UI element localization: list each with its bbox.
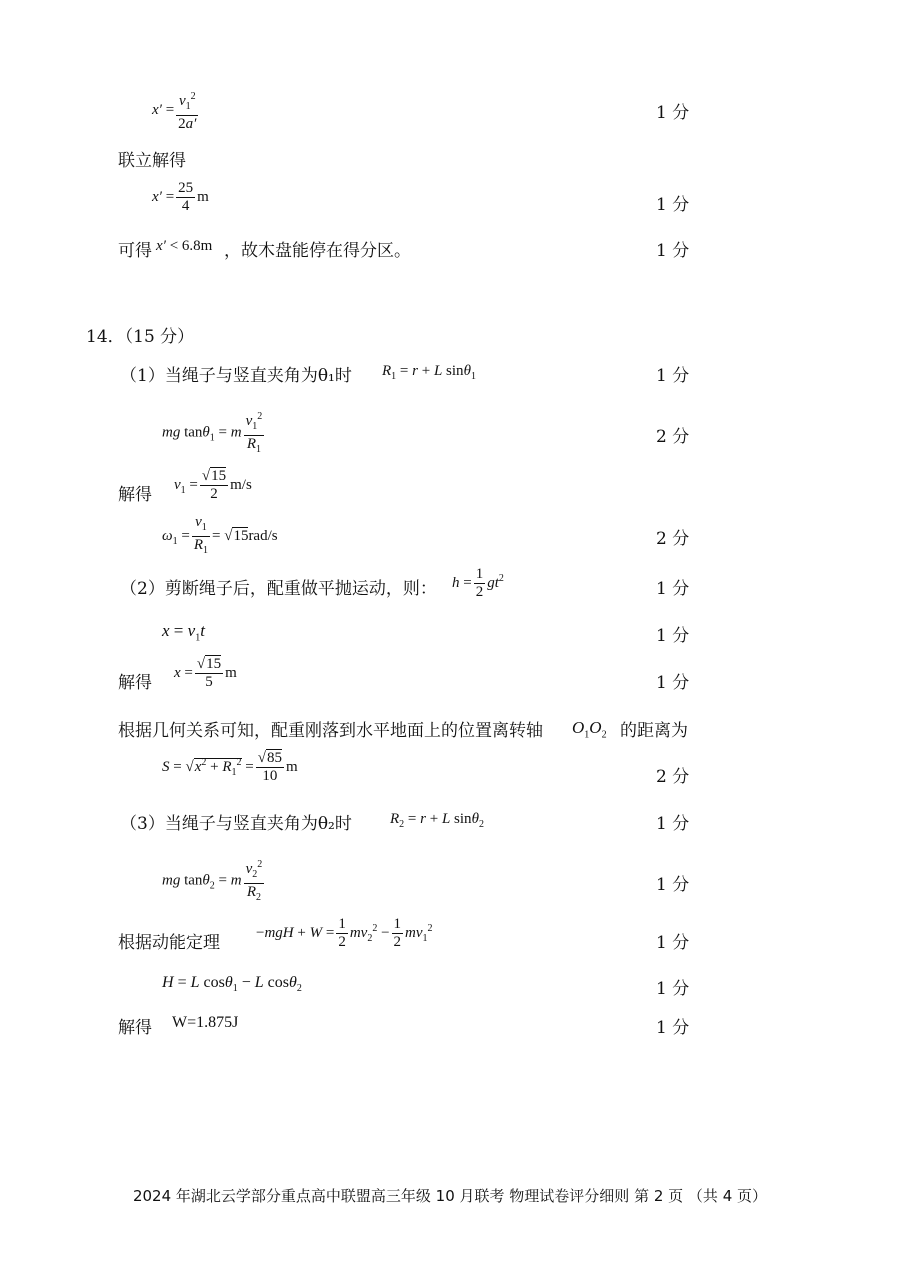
formula-r2: $R_2 = r + L$ sinθ$_2$ (390, 811, 484, 830)
formula-inequality: x′ < 6.8m (156, 238, 213, 254)
page-footer: 2024 年湖北云学部分重点高中联盟高三年级 10 月联考 物理试卷评分细则 第 2 页 （共 4 页） (132, 1187, 768, 1205)
formula-axis: $O_1O_2$ (572, 718, 607, 741)
text-conclusion-b: ，故木盘能停在得分区。 (224, 241, 411, 261)
score: 1 分 (656, 673, 690, 693)
formula-h: h = $\frac{1}{2}$ $gt^2$ (452, 566, 504, 600)
solve-label: 解得 (118, 485, 152, 505)
text-conclusion-a: 可得 (118, 241, 152, 261)
score: 2 分 (656, 529, 690, 549)
score: 1 分 (656, 103, 690, 123)
formula-distance-s: $S = √x^2 + R_1^2$ = $\frac{√85}{10}$ m (162, 750, 298, 784)
formula-x-v1t: $x = v_1t$ (162, 621, 205, 644)
score: 1 分 (656, 241, 690, 261)
solve-x (0, 656, 900, 700)
eq-height (0, 974, 900, 1018)
score: 2 分 (656, 427, 690, 447)
part-2-line (0, 566, 900, 610)
formula-height: H = L cosθ$_1$ − L cosθ$_2$ (162, 974, 302, 995)
text-simultaneous-solve: 联立解得 (118, 151, 186, 171)
score: 1 分 (656, 1018, 690, 1038)
score: 2 分 (656, 767, 690, 787)
solve-label: 解得 (118, 673, 152, 693)
question-14-header (0, 322, 900, 366)
eq-omega1 (0, 514, 900, 558)
question-number: 14．（15 分） (86, 327, 195, 347)
eq-x-prime-formula (0, 88, 900, 132)
score: 1 分 (656, 933, 690, 953)
eq-distance-s (0, 750, 900, 794)
line-conclusion (0, 236, 900, 280)
score: 1 分 (656, 875, 690, 895)
formula-v1: $v_1$ = $\frac{√15}{2}$ m/s (174, 468, 252, 502)
final-solve (0, 1013, 900, 1057)
formula-r1: $R_1 = r + L$ sinθ$_1$ (382, 363, 476, 382)
score: 1 分 (656, 626, 690, 646)
formula-x-value: x = $\frac{√15}{5}$ m (174, 656, 237, 690)
solve-label: 解得 (118, 1018, 152, 1038)
final-answer: W=1.875J (172, 1014, 239, 1031)
eq-centripetal-2 (0, 856, 900, 903)
part-1-text: （1）当绳子与竖直夹角为θ₁时 (120, 366, 352, 386)
formula-centripetal-2: mg tanθ$_2$ = m $\frac{v_2^2}{R_2}$ (162, 856, 266, 906)
energy-text: 根据动能定理 (118, 933, 220, 953)
score: 1 分 (656, 195, 690, 215)
score: 1 分 (656, 366, 690, 386)
part-1-line (0, 361, 900, 405)
score: 1 分 (656, 979, 690, 999)
geometry-text: 根据几何关系可知，配重刚落到水平地面上的位置离转轴 (118, 721, 543, 741)
energy-line (0, 916, 900, 960)
formula-centripetal-1: mg tanθ$_1$ = m $\frac{v_1^2}{R_1}$ (162, 408, 266, 458)
geometry-text-end: 的距离为 (620, 721, 688, 741)
formula-x-prime-value: x′ = $\frac{25}{4}$ m (152, 180, 209, 214)
formula-energy: −mgH + W = $\frac{1}{2}$ $mv_2^2$ − $\frac{1}{2}$ $mv_1^2$ (256, 916, 433, 950)
eq-centripetal-1 (0, 408, 900, 455)
solve-v1 (0, 468, 900, 512)
part-3-line (0, 809, 900, 853)
formula-x-prime: x′ = $\frac{v_1^2}{2a'}$ (152, 88, 200, 133)
score: 1 分 (656, 814, 690, 834)
part-3-text: （3）当绳子与竖直夹角为θ₂时 (120, 814, 352, 834)
score: 1 分 (656, 579, 690, 599)
formula-omega1: $\omega_1$ = $\frac{v_1}{R_1}$ = √15rad/s (162, 514, 278, 556)
part-2-text: （2）剪断绳子后，配重做平抛运动，则： (120, 579, 437, 599)
eq-x-prime-value (0, 180, 900, 224)
